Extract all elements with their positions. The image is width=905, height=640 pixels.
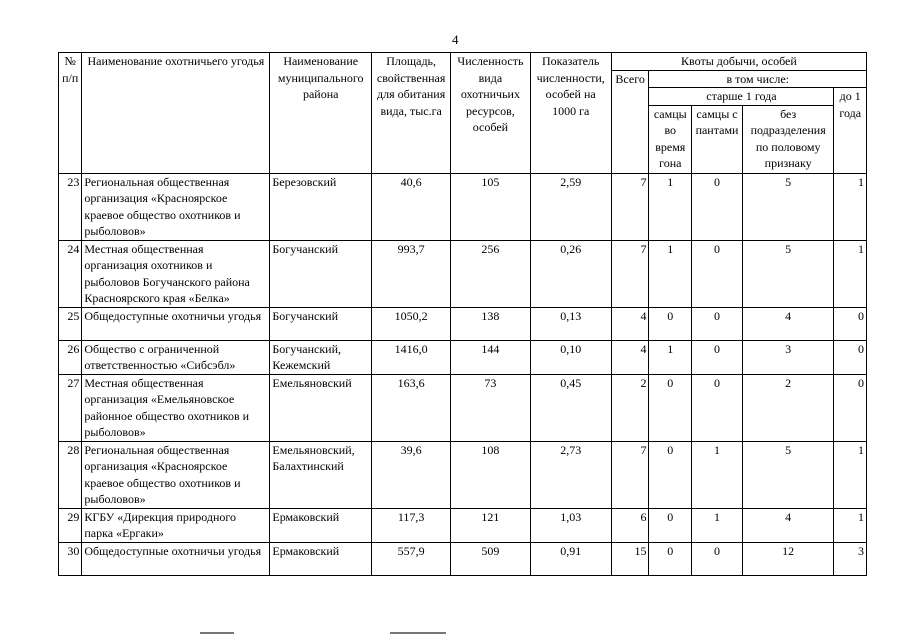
row-males-antlers: 0 (692, 542, 743, 575)
row-density: 0,10 (530, 340, 611, 374)
row-density: 0,45 (530, 374, 611, 441)
header-total: Всего (611, 70, 649, 173)
row-males-season: 0 (649, 307, 692, 340)
row-no: 23 (59, 173, 82, 240)
header-under1: до 1 года (834, 88, 867, 174)
row-district: Богучанский, Кежемский (270, 340, 372, 374)
row-density: 0,91 (530, 542, 611, 575)
row-no-sex: 5 (742, 173, 833, 240)
table-row (59, 240, 867, 307)
row-males-season: 0 (649, 508, 692, 542)
row-density: 1,03 (530, 508, 611, 542)
header-males-season: самцы во время гона (649, 105, 692, 173)
row-total: 6 (611, 508, 649, 542)
table-header (59, 53, 867, 174)
row-no-sex: 3 (742, 340, 833, 374)
row-population: 509 (451, 542, 530, 575)
row-density: 2,59 (530, 173, 611, 240)
row-no-sex: 5 (742, 441, 833, 508)
row-males-antlers: 0 (692, 374, 743, 441)
row-population: 121 (451, 508, 530, 542)
row-name: Местная общественная организация «Емельяновское районное общество охотников и рыболовов» (82, 374, 270, 441)
row-under1: 1 (834, 508, 867, 542)
row-no-sex: 2 (742, 374, 833, 441)
row-population: 73 (451, 374, 530, 441)
row-population: 256 (451, 240, 530, 307)
row-males-antlers: 1 (692, 441, 743, 508)
table-row (59, 542, 867, 575)
row-no: 27 (59, 374, 82, 441)
row-population: 138 (451, 307, 530, 340)
row-males-antlers: 0 (692, 240, 743, 307)
row-total: 2 (611, 374, 649, 441)
row-name: Общество с ограниченной ответственностью «Сибсэбл» (82, 340, 270, 374)
row-name: КГБУ «Дирекция природного парка «Ергаки» (82, 508, 270, 542)
row-males-season: 0 (649, 441, 692, 508)
page-number: 4 (452, 32, 459, 47)
header-name: Наименование охотничьего угодья (82, 53, 270, 174)
row-total: 4 (611, 307, 649, 340)
row-under1: 3 (834, 542, 867, 575)
row-population: 105 (451, 173, 530, 240)
row-under1: 1 (834, 441, 867, 508)
header-no: № п/п (59, 53, 82, 174)
header-including: в том числе: (649, 70, 867, 88)
header-quotas: Квоты добычи, особей (611, 53, 866, 71)
row-area: 40,6 (372, 173, 451, 240)
header-males-antlers: самцы с пантами (692, 105, 743, 173)
row-no: 24 (59, 240, 82, 307)
row-name: Общедоступные охотничьи угодья (82, 542, 270, 575)
row-name: Местная общественная организация охотников и рыболовов Богучанского района Красноярского края «Белка» (82, 240, 270, 307)
row-density: 2,73 (530, 441, 611, 508)
table-row (59, 173, 867, 240)
row-name: Общедоступные охотничьи угодья (82, 307, 270, 340)
row-no: 30 (59, 542, 82, 575)
row-total: 7 (611, 173, 649, 240)
header-density: Показатель численности, особей на 1000 га (530, 53, 611, 174)
quota-table (58, 52, 867, 576)
row-area: 39,6 (372, 441, 451, 508)
header-district: Наименование муниципального района (270, 53, 372, 174)
row-total: 4 (611, 340, 649, 374)
row-population: 144 (451, 340, 530, 374)
row-district: Богучанский (270, 240, 372, 307)
row-males-season: 1 (649, 340, 692, 374)
row-district: Емельяновский, Балахтинский (270, 441, 372, 508)
row-total: 7 (611, 240, 649, 307)
row-no: 28 (59, 441, 82, 508)
row-total: 15 (611, 542, 649, 575)
row-under1: 0 (834, 374, 867, 441)
row-males-antlers: 0 (692, 173, 743, 240)
table-row (59, 307, 867, 340)
row-name: Региональная общественная организация «Красноярское краевое общество охотников и рыболовов» (82, 173, 270, 240)
row-total: 7 (611, 441, 649, 508)
table-row (59, 340, 867, 374)
row-area: 557,9 (372, 542, 451, 575)
table-row (59, 374, 867, 441)
table-body (59, 173, 867, 575)
row-no-sex: 4 (742, 307, 833, 340)
row-males-antlers: 1 (692, 508, 743, 542)
row-under1: 1 (834, 173, 867, 240)
row-under1: 0 (834, 340, 867, 374)
row-under1: 1 (834, 240, 867, 307)
row-area: 117,3 (372, 508, 451, 542)
row-no: 26 (59, 340, 82, 374)
row-males-season: 0 (649, 542, 692, 575)
row-males-season: 1 (649, 240, 692, 307)
row-no-sex: 12 (742, 542, 833, 575)
row-district: Березовский (270, 173, 372, 240)
row-no-sex: 4 (742, 508, 833, 542)
row-no: 29 (59, 508, 82, 542)
row-males-antlers: 0 (692, 340, 743, 374)
row-males-season: 1 (649, 173, 692, 240)
row-district: Ермаковский (270, 542, 372, 575)
header-area: Площадь, свойственная для обитания вида, тыс.га (372, 53, 451, 174)
row-density: 0,13 (530, 307, 611, 340)
row-area: 1416,0 (372, 340, 451, 374)
row-area: 993,7 (372, 240, 451, 307)
row-no-sex: 5 (742, 240, 833, 307)
row-district: Ермаковский (270, 508, 372, 542)
row-district: Богучанский (270, 307, 372, 340)
row-name: Региональная общественная организация «Красноярское краевое общество охотников и рыболовов» (82, 441, 270, 508)
table-row (59, 508, 867, 542)
row-density: 0,26 (530, 240, 611, 307)
row-area: 1050,2 (372, 307, 451, 340)
row-under1: 0 (834, 307, 867, 340)
header-no-sex: без подразделения по половому признаку (742, 105, 833, 173)
row-area: 163,6 (372, 374, 451, 441)
row-no: 25 (59, 307, 82, 340)
header-older: старше 1 года (649, 88, 834, 106)
scan-artifacts (200, 632, 460, 638)
table-row (59, 441, 867, 508)
row-males-antlers: 0 (692, 307, 743, 340)
row-population: 108 (451, 441, 530, 508)
row-males-season: 0 (649, 374, 692, 441)
row-district: Емельяновский (270, 374, 372, 441)
header-population: Численность вида охотничьих ресурсов, особей (451, 53, 530, 174)
